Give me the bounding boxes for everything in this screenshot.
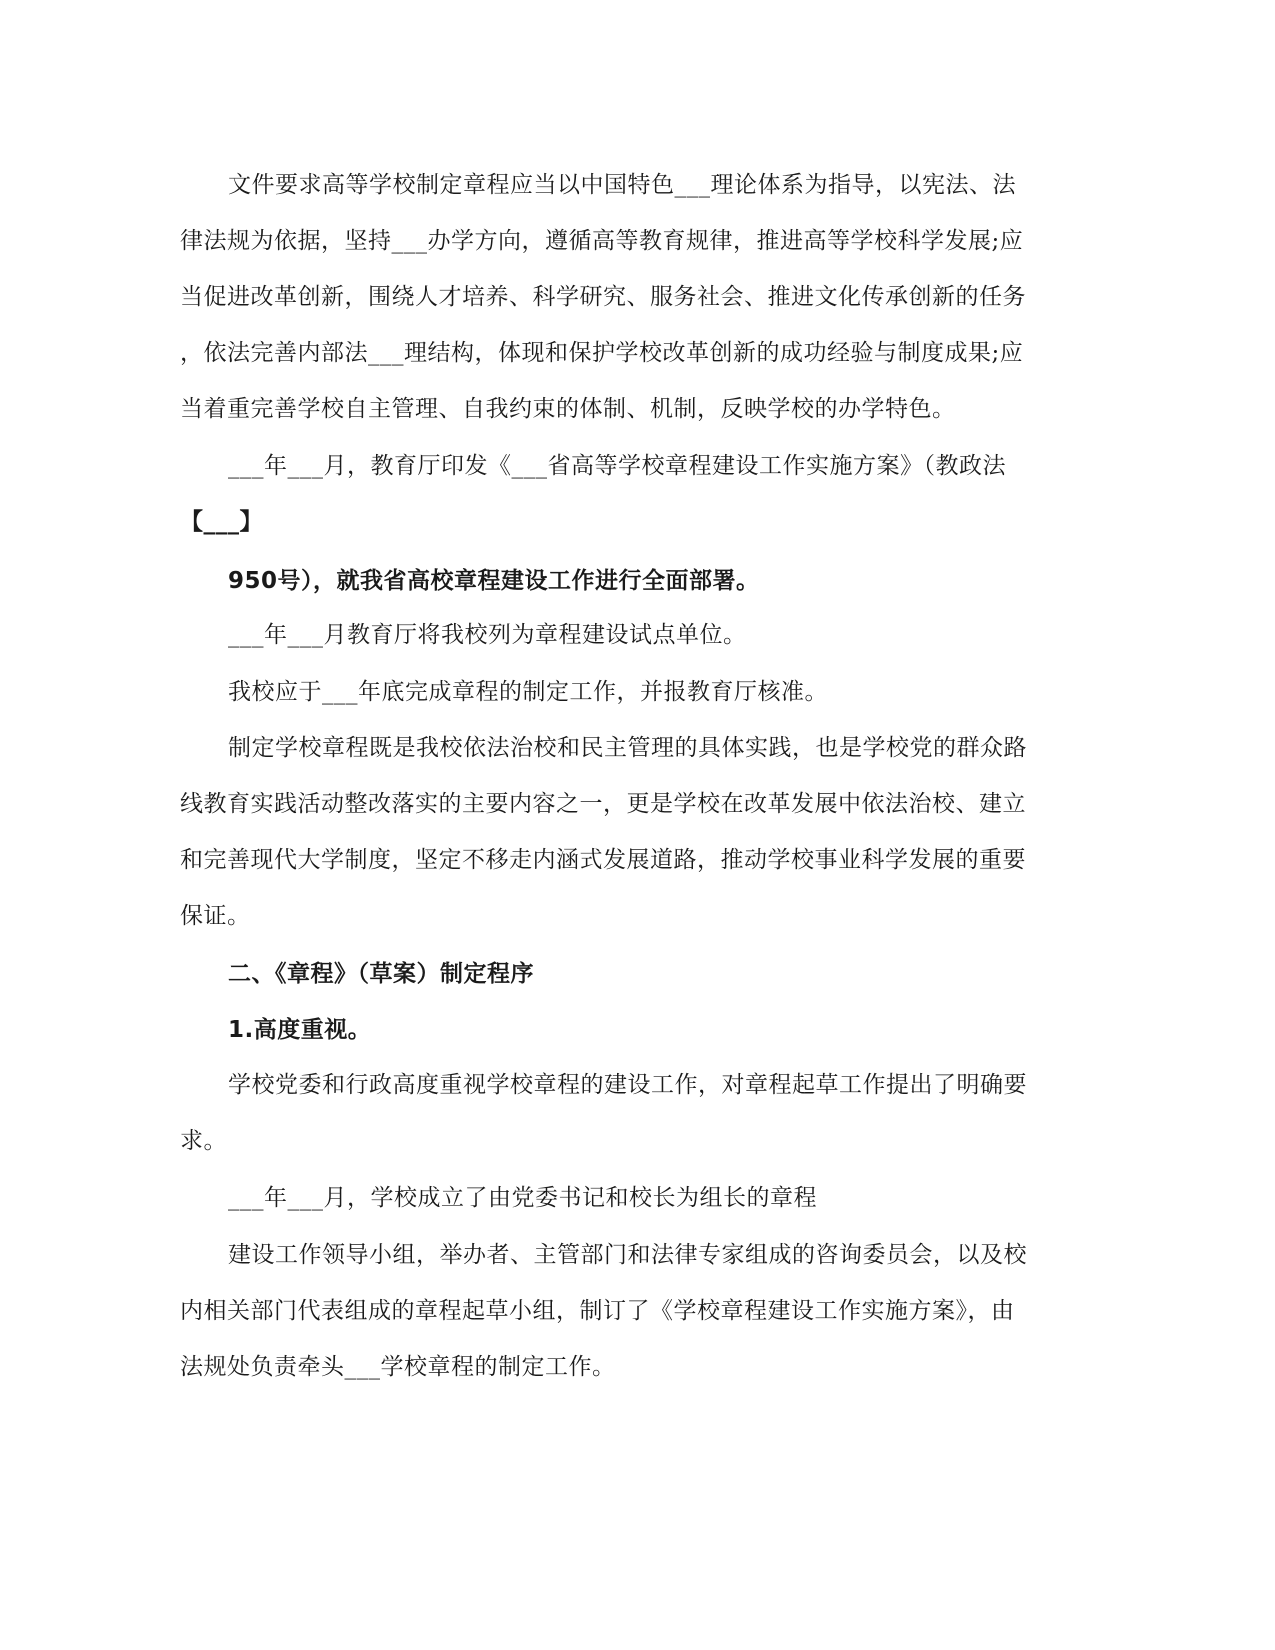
- bracket-line: 【___】: [180, 509, 263, 535]
- paragraph-9-line-1: 建设工作领导小组，举办者、主管部门和法律专家组成的咨询委员会，以及校: [228, 1242, 1027, 1268]
- paragraph-6-line-2: 线教育实践活动整改落实的主要内容之一，更是学校在改革发展中依法治校、建立: [180, 791, 1026, 817]
- paragraph-1-line-2: 律法规为依据，坚持___办学方向，遵循高等教育规律，推进高等学校科学发展;应: [180, 228, 1024, 254]
- paragraph-6-line-4: 保证。: [180, 903, 251, 929]
- section-heading: 二、《章程》（草案）制定程序: [228, 961, 534, 987]
- paragraph-5: 我校应于___年底完成章程的制定工作，并报教育厅核准。: [228, 679, 828, 705]
- paragraph-1-line-1: 文件要求高等学校制定章程应当以中国特色___理论体系为指导，以宪法、法: [228, 172, 1016, 198]
- paragraph-2: ___年___月，教育厅印发《___省高等学校章程建设工作实施方案》（教政法: [228, 453, 1006, 479]
- paragraph-4: ___年___月教育厅将我校列为章程建设试点单位。: [228, 622, 747, 648]
- paragraph-1-line-5: 当着重完善学校自主管理、自我约束的体制、机制，反映学校的办学特色。: [180, 396, 956, 422]
- paragraph-3: 950号），就我省高校章程建设工作进行全面部署。: [228, 568, 760, 594]
- paragraph-7-line-1: 学校党委和行政高度重视学校章程的建设工作，对章程起草工作提出了明确要: [228, 1072, 1027, 1098]
- paragraph-1-line-4: ，依法完善内部法___理结构，体现和保护学校改革创新的成功经验与制度成果;应: [180, 340, 1024, 366]
- paragraph-1-line-3: 当促进改革创新，围绕人才培养、科学研究、服务社会、推进文化传承创新的任务: [180, 284, 1026, 310]
- paragraph-8: ___年___月，学校成立了由党委书记和校长为组长的章程: [228, 1185, 817, 1211]
- paragraph-9-line-3: 法规处负责牵头___学校章程的制定工作。: [180, 1354, 616, 1380]
- subheading-1: 1.高度重视。: [228, 1017, 372, 1043]
- paragraph-6-line-3: 和完善现代大学制度，坚定不移走内涵式发展道路，推动学校事业科学发展的重要: [180, 847, 1026, 873]
- paragraph-6-line-1: 制定学校章程既是我校依法治校和民主管理的具体实践，也是学校党的群众路: [228, 735, 1027, 761]
- paragraph-9-line-2: 内相关部门代表组成的章程起草小组，制订了《学校章程建设工作实施方案》，由: [180, 1298, 1015, 1324]
- paragraph-7-line-2: 求。: [180, 1128, 227, 1154]
